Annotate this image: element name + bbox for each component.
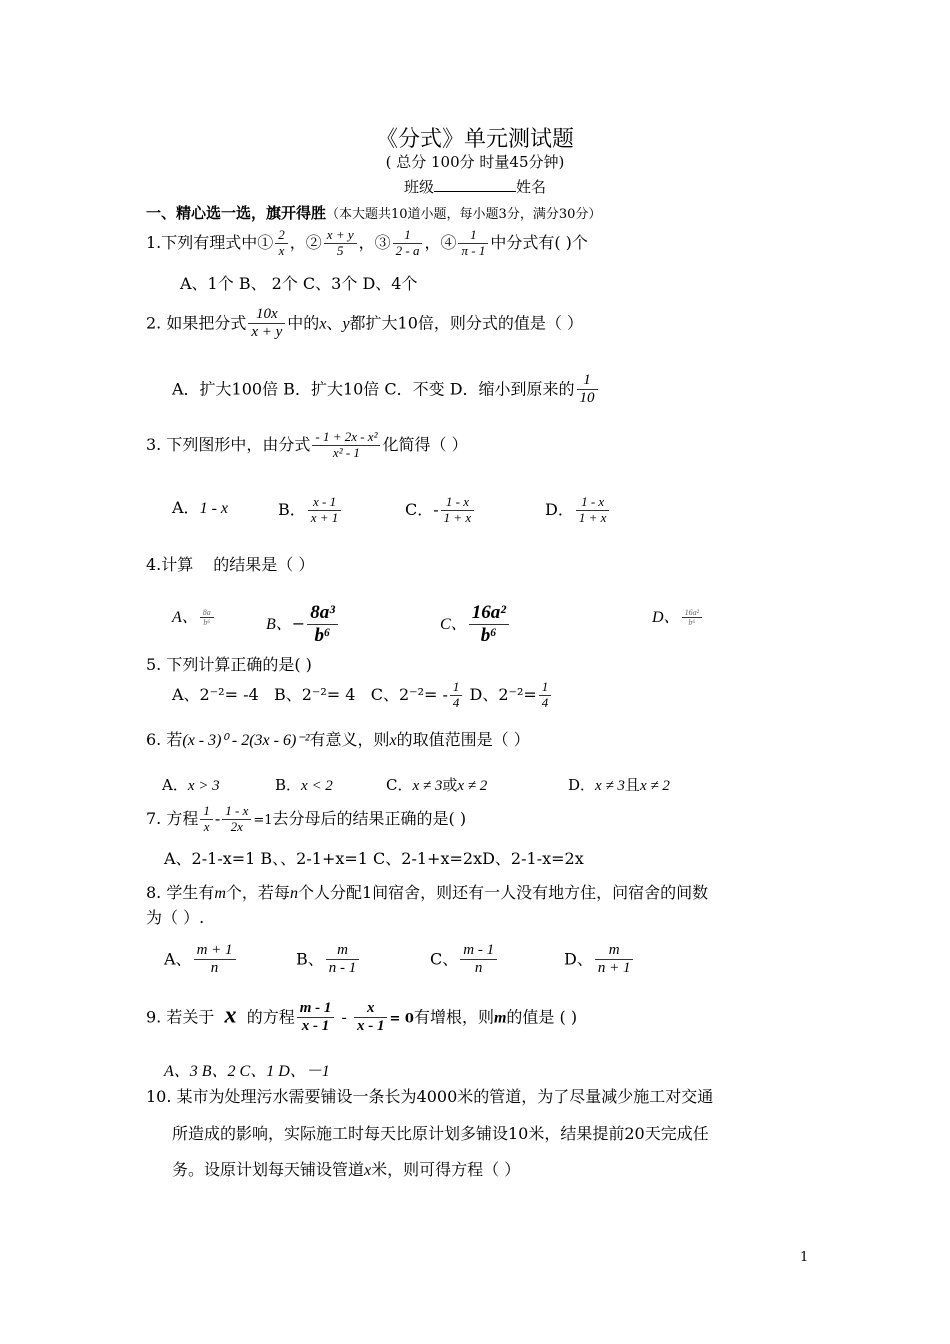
q2-tail: 都扩大10倍，则分式的值是（ ） [349,313,583,333]
q1-lead: 1.下列有理式中① [146,232,274,252]
q1-sep-3: ，③ [358,232,391,252]
q6-option-c: C．x ≠ 3或x ≠ 2 [386,776,488,794]
q3-option-d: D． $\frac{1 - x}{1 + x}$ [545,495,611,526]
q1-sep-4: ，④ [424,232,457,252]
q2-mid: 中的 [287,313,320,333]
q8-option-b-fraction: $\frac{m}{n - 1}$ [326,942,360,978]
q1-fraction-4: $\frac{1}{\pi - 1}$ [458,228,488,259]
q4-lead: 4.计算 [146,555,194,574]
q2-options [172,372,600,408]
name-label: 姓名 [516,178,547,196]
q2-sep: 、 [326,313,343,333]
q8-option-d-fraction: $\frac{m}{n + 1}$ [595,942,634,978]
q4-option-c-fraction: $\frac{\text{16a²}}{\text{b⁶}}$ [469,602,509,647]
section-note: （本大题共10道小题，每小题3分，满分30分） [326,207,602,222]
q8-option-b: B、 $\frac{m}{n - 1}$ [296,942,361,978]
class-label: 班级 [403,178,434,196]
q8-option-c: C、 $\frac{m - 1}{n}$ [430,942,499,978]
q6-option-d: D．x ≠ 3且x ≠ 2 [568,776,670,794]
q2-options-text: A．扩大100倍 B．扩大10倍 C．不变 D．缩小到原来的 [172,379,575,399]
q1-fraction-1: $\frac{2}{x}$ [275,228,288,259]
q8-option-d: D、 $\frac{m}{n + 1}$ [564,942,635,978]
q5-options: A、2⁻²= -4 B、2⁻²= 4 C、2⁻²= - $\frac{1}{4}$ D、2⁻²= $\frac{1}{4}$ [172,680,553,711]
q3-option-b-fraction: $\frac{x - 1}{x + 1}$ [308,495,342,526]
q10-line-3: 务。设原计划每天铺设管道x米，则可得方程（ ） [172,1160,521,1179]
page-subtitle: ( 总分 100分 时量45分钟) [385,153,565,171]
q2-var-y: y [342,315,350,333]
q2-var-x: x [319,315,327,333]
q4-tail: 的结果是（ ） [213,555,315,574]
class-name-line [0,176,950,197]
question-2 [146,306,583,342]
q3-fraction: $\frac{\text{- 1 + 2x - x²}}{\text{x² - 1}}$ [312,430,380,461]
q8-option-a-fraction: $\frac{m + 1}{n}$ [194,942,236,978]
q3-option-c: C．- $\frac{1 - x}{1 + x}$ [405,495,476,526]
q1-options: A、1个 B、 2个 C、3个 D、4个 [180,274,418,293]
q9-options: A、3 B、2 C、1 D、－1 [164,1063,330,1080]
q2-fraction: $\frac{10x}{x + y}$ [248,306,285,342]
q3-tail: 化简得（ ） [382,434,468,454]
q4-option-a-fraction: $\frac{8a}{\text{b⁶}}$ [200,608,214,627]
section-title: 一、精心选一选，旗开得胜 [146,204,327,222]
q3-lead: 3. 下列图形中，由分式 [146,434,311,454]
page-title: 《分式》单元测试题 [375,127,574,152]
q3-option-b: B． $\frac{x - 1}{x + 1}$ [278,495,343,526]
q4-option-c: C、 $\frac{\text{16a²}}{\text{b⁶}}$ [440,602,511,647]
q9-fraction-2: $\frac{x}{x - 1}$ [354,1000,388,1036]
page-number: 1 [800,1250,809,1265]
q1-fraction-3: $\frac{1}{2 - a}$ [393,228,423,259]
q7-fraction-2: $\frac{1 - x}{2x}$ [222,804,251,835]
q5-option-d-fraction: $\frac{1}{4}$ [539,680,552,711]
q3-option-c-fraction: $\frac{1 - x}{1 + x}$ [441,495,475,526]
question-3 [146,430,468,461]
q3-option-d-fraction: $\frac{1 - x}{1 + x}$ [576,495,610,526]
q1-fraction-2: $\frac{x + y}{5}$ [324,228,357,259]
q8-option-a: A、 $\frac{m + 1}{n}$ [164,942,238,978]
q2-option-d-fraction: $\frac{1}{10}$ [577,372,598,408]
q4-option-d: D、 $\frac{\text{16a²}}{\text{b⁶}}$ [652,604,704,627]
q8-option-c-fraction: $\frac{m - 1}{n}$ [460,942,497,978]
section-heading [146,202,601,223]
question-7: 7. 方程 $\frac{1}{x}$ - $\frac{1 - x}{2x}$ =1去分母后的结果正确的是( ) [146,803,467,834]
q4-option-a: A、 $\frac{8a}{\text{b⁶}}$ [172,604,216,627]
q3-option-a: A．1 - x [172,498,228,517]
q10-line-2: 所造成的影响，实际施工时每天比原计划多铺设10米，结果提前20天完成任 [172,1124,709,1143]
q4-option-b: B、− $\frac{\text{8a³}}{\text{b⁶}}$ [266,602,340,647]
q6-option-b: B．x < 2 [275,776,333,794]
question-6: 6. 若(x - 3)⁰ - 2(3x - 6)⁻²有意义，则x的取值范围是（ ） [146,730,530,749]
question-4 [146,552,314,575]
q6-expression: (x - 3)⁰ - 2(3x - 6)⁻² [182,732,310,749]
q1-tail: 中分式有( )个 [490,232,588,252]
question-8: 8. 学生有m个，若每n个人分配1间宿舍，则还有一人没有地方住，问宿舍的间数 [146,883,709,902]
class-blank [434,177,516,192]
q5-option-c-fraction: $\frac{1}{4}$ [450,680,463,711]
question-9: 9. 若关于 x 的方程 $\frac{m - 1}{x - 1}$ - $\frac{x}{x - 1}$ = 0有增根，则m的值是 ( ) [146,1000,578,1035]
q9-fraction-1: $\frac{m - 1}{x - 1}$ [297,1000,335,1036]
q10-line-1: 10. 某市为处理污水需要铺设一条长为4000米的管道，为了尽量减少施工对交通 [146,1087,714,1106]
q4-option-d-fraction: $\frac{\text{16a²}}{\text{b⁶}}$ [682,608,702,627]
question-5: 5. 下列计算正确的是( ) [146,655,312,674]
q4-option-b-fraction: $\frac{\text{8a³}}{\text{b⁶}}$ [307,602,338,647]
q7-options: A、2-1-x=1 B、、2-1+x=1 C、2-1+x=2xD、2-1-x=2x [164,849,584,868]
q1-sep-2: ，② [289,232,322,252]
question-1 [146,228,588,259]
q2-lead: 2. 如果把分式 [146,313,247,333]
q6-option-a: A．x > 3 [162,776,220,794]
q7-fraction-1: $\frac{1}{x}$ [200,804,213,835]
q8-line-2: 为（ ）. [146,908,205,927]
